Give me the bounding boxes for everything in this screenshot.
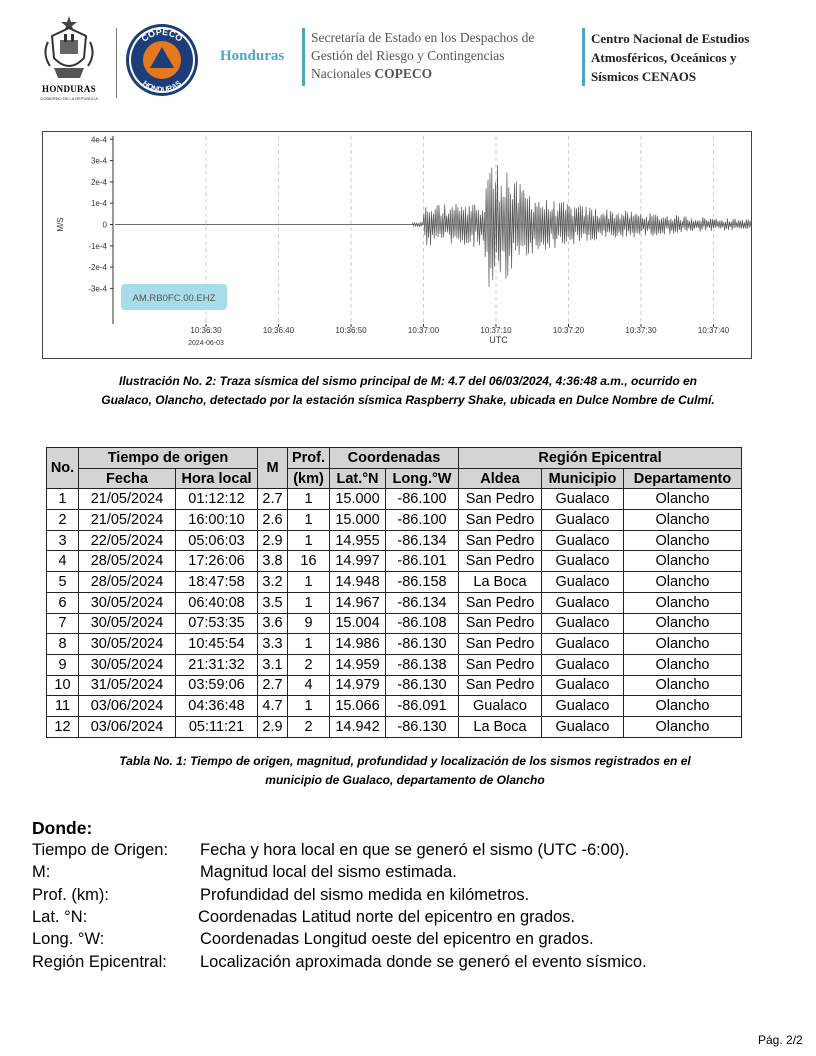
cell-long: -86.134 — [386, 530, 459, 551]
cell-magnitude: 2.7 — [258, 675, 288, 696]
x-tick-label: 10:37:10 — [480, 326, 512, 335]
cenaos-name — [591, 29, 801, 86]
cell-departamento: Olancho — [624, 654, 742, 675]
table-row — [47, 716, 742, 737]
cell-fecha: 21/05/2024 — [79, 489, 176, 510]
definition-description: Profundidad del sismo medida en kilómetros. — [200, 885, 530, 904]
definition-description: Coordenadas Longitud oeste del epicentro en grados. — [200, 930, 594, 949]
cell-prof: 1 — [288, 634, 330, 655]
header-departamento: Departamento — [624, 468, 742, 489]
cell-long: -86.130 — [386, 675, 459, 696]
cell-prof: 1 — [288, 572, 330, 593]
cell-lat: 14.967 — [330, 592, 386, 613]
honduras-coat-of-arms-logo — [34, 14, 104, 100]
cell-hora: 17:26:06 — [176, 551, 258, 572]
table-caption-line: Tabla No. 1: Tiempo de origen, magnitud, profundidad y localización de los sismos registrados en el — [119, 754, 691, 768]
header-divider — [582, 28, 585, 86]
table-row — [47, 634, 742, 655]
y-tick-label: -3e-4 — [88, 284, 107, 294]
copeco-logo-bottom-text: HONDURAS — [141, 78, 183, 95]
header-km: (km) — [288, 468, 330, 489]
table-row — [47, 675, 742, 696]
cell-long: -86.091 — [386, 696, 459, 717]
cell-magnitude: 2.6 — [258, 510, 288, 531]
cell-lat: 14.942 — [330, 716, 386, 737]
cell-hora: 06:40:08 — [176, 592, 258, 613]
cell-long: -86.130 — [386, 634, 459, 655]
cell-municipio: Gualaco — [542, 675, 624, 696]
brand-honduras: Honduras — [220, 48, 285, 64]
figure-caption-line: Ilustración No. 2: Traza sísmica del sismo principal de M: 4.7 del 06/03/2024, 4:36:48 a.m., ocurrido en — [118, 374, 697, 388]
cell-lat: 15.000 — [330, 510, 386, 531]
cell-prof: 1 — [288, 592, 330, 613]
cell-aldea: San Pedro — [459, 551, 542, 572]
cell-no: 6 — [47, 592, 79, 613]
cell-aldea: Gualaco — [459, 696, 542, 717]
cell-hora: 05:06:03 — [176, 530, 258, 551]
donde-title: Donde: — [32, 818, 93, 838]
cell-fecha: 21/05/2024 — [79, 510, 176, 531]
y-tick-label: 4e-4 — [90, 135, 107, 145]
cell-lat: 15.066 — [330, 696, 386, 717]
header-prof: Prof. — [288, 448, 330, 469]
definition-term: Prof. (km): — [32, 885, 109, 904]
table-row — [47, 551, 742, 572]
cell-long: -86.158 — [386, 572, 459, 593]
cell-long: -86.134 — [386, 592, 459, 613]
cenaos-line: Sísmicos CENAOS — [591, 69, 697, 84]
header-region-epicentral: Región Epicentral — [459, 448, 742, 469]
secretaria-line: Gestión del Riesgo y Contingencias — [311, 48, 505, 63]
cell-long: -86.108 — [386, 613, 459, 634]
cell-long: -86.130 — [386, 716, 459, 737]
cell-departamento: Olancho — [624, 613, 742, 634]
cell-fecha: 30/05/2024 — [79, 654, 176, 675]
table-row — [47, 572, 742, 593]
x-tick-label: 10:37:20 — [552, 326, 585, 335]
cell-hora: 01:12:12 — [176, 489, 258, 510]
copeco-logo — [124, 22, 200, 98]
x-axis-label: UTC — [489, 335, 508, 345]
definition-term: Long. °W: — [32, 930, 105, 949]
cell-no: 7 — [47, 613, 79, 634]
cell-prof: 16 — [288, 551, 330, 572]
cell-hora: 07:53:35 — [176, 613, 258, 634]
cell-no: 2 — [47, 510, 79, 531]
copeco-logo-top-text: COPECO — [139, 26, 185, 44]
cell-magnitude: 2.9 — [258, 716, 288, 737]
table-caption-line: municipio de Gualaco, departamento de Olancho — [265, 773, 545, 787]
page-number: Pág. 2/2 — [758, 1033, 803, 1047]
cell-departamento: Olancho — [624, 572, 742, 593]
secretaria-copeco-text: COPECO — [374, 66, 433, 81]
page-header — [0, 0, 816, 110]
cell-fecha: 28/05/2024 — [79, 572, 176, 593]
cell-fecha: 28/05/2024 — [79, 551, 176, 572]
header-municipio: Municipio — [542, 468, 624, 489]
cell-municipio: Gualaco — [542, 634, 624, 655]
cell-fecha: 31/05/2024 — [79, 675, 176, 696]
cell-prof: 4 — [288, 675, 330, 696]
cell-aldea: La Boca — [459, 572, 542, 593]
secretaria-line3-text: Nacionales — [311, 66, 375, 81]
table-row — [47, 489, 742, 510]
x-tick-label: 10:36:30 — [190, 326, 222, 335]
cell-municipio: Gualaco — [542, 696, 624, 717]
cell-prof: 2 — [288, 654, 330, 675]
cell-departamento: Olancho — [624, 592, 742, 613]
cell-hora: 18:47:58 — [176, 572, 258, 593]
cell-departamento: Olancho — [624, 696, 742, 717]
header-hora-local: Hora local — [176, 468, 258, 489]
cell-magnitude: 3.8 — [258, 551, 288, 572]
cell-lat: 14.986 — [330, 634, 386, 655]
x-tick-label: 10:36:50 — [335, 326, 367, 335]
cell-lat: 15.004 — [330, 613, 386, 634]
cell-magnitude: 4.7 — [258, 696, 288, 717]
cell-lat: 14.959 — [330, 654, 386, 675]
seismic-trace-line — [115, 165, 751, 287]
cell-municipio: Gualaco — [542, 530, 624, 551]
table-row — [47, 654, 742, 675]
cell-hora: 04:36:48 — [176, 696, 258, 717]
cell-aldea: San Pedro — [459, 530, 542, 551]
definition-description: Localización aproximada donde se generó el evento sísmico. — [200, 952, 647, 971]
cell-long: -86.138 — [386, 654, 459, 675]
cell-departamento: Olancho — [624, 716, 742, 737]
table-row — [47, 530, 742, 551]
header-divider — [302, 28, 305, 86]
cell-municipio: Gualaco — [542, 572, 624, 593]
cell-municipio: Gualaco — [542, 716, 624, 737]
definition-description: Coordenadas Latitud norte del epicentro en grados. — [198, 907, 576, 926]
station-label: AM.RB0FC.00.EHZ — [132, 293, 216, 304]
header-no: No. — [47, 448, 79, 489]
coat-of-arms-icon — [34, 14, 104, 84]
cell-municipio: Gualaco — [542, 654, 624, 675]
cell-municipio: Gualaco — [542, 592, 624, 613]
header-lat: Lat.°N — [330, 468, 386, 489]
header-long: Long.°W — [386, 468, 459, 489]
table-row — [47, 696, 742, 717]
cell-magnitude: 3.1 — [258, 654, 288, 675]
definition-description: Magnitud local del sismo estimada. — [200, 863, 457, 882]
cell-departamento: Olancho — [624, 489, 742, 510]
table-caption — [60, 752, 750, 790]
figure-caption — [40, 372, 776, 410]
cell-aldea: San Pedro — [459, 613, 542, 634]
cell-hora: 10:45:54 — [176, 634, 258, 655]
x-tick-label: 10:36:40 — [262, 326, 295, 335]
cell-prof: 9 — [288, 613, 330, 634]
y-tick-label: 0 — [102, 220, 107, 230]
cell-no: 12 — [47, 716, 79, 737]
cell-municipio: Gualaco — [542, 551, 624, 572]
x-date-label: 2024-06-03 — [188, 340, 224, 347]
cell-magnitude: 3.6 — [258, 613, 288, 634]
cell-hora: 03:59:06 — [176, 675, 258, 696]
cell-no: 9 — [47, 654, 79, 675]
seismogram-chart — [42, 131, 752, 359]
cell-fecha: 03/06/2024 — [79, 696, 176, 717]
cell-prof: 1 — [288, 510, 330, 531]
earthquake-table-body — [47, 489, 742, 737]
cell-magnitude: 2.9 — [258, 530, 288, 551]
cell-fecha: 30/05/2024 — [79, 634, 176, 655]
definition-term: M: — [32, 863, 51, 882]
cell-aldea: La Boca — [459, 716, 542, 737]
cell-aldea: San Pedro — [459, 510, 542, 531]
cell-departamento: Olancho — [624, 634, 742, 655]
header-tiempo-origen: Tiempo de origen — [79, 448, 258, 469]
cell-no: 10 — [47, 675, 79, 696]
cell-fecha: 03/06/2024 — [79, 716, 176, 737]
definition-term: Tiempo de Origen: — [32, 841, 169, 859]
header-fecha: Fecha — [79, 468, 176, 489]
definition-term: Lat. °N: — [32, 907, 88, 926]
cell-aldea: San Pedro — [459, 654, 542, 675]
table-row — [47, 592, 742, 613]
cell-magnitude: 3.2 — [258, 572, 288, 593]
y-axis-label: M/S — [56, 217, 65, 232]
honduras-logo-subtext: GOBIERNO DE LA REPÚBLICA — [40, 96, 98, 101]
earthquake-table — [46, 447, 742, 738]
cell-departamento: Olancho — [624, 675, 742, 696]
cell-aldea: San Pedro — [459, 489, 542, 510]
cell-lat: 14.948 — [330, 572, 386, 593]
cell-no: 8 — [47, 634, 79, 655]
cell-no: 11 — [47, 696, 79, 717]
cenaos-line: Centro Nacional de Estudios — [591, 31, 750, 46]
y-tick-label: 3e-4 — [90, 156, 107, 166]
header-divider — [116, 28, 117, 98]
y-tick-label: 1e-4 — [90, 199, 107, 209]
cell-prof: 2 — [288, 716, 330, 737]
y-tick-label: -1e-4 — [88, 241, 107, 251]
cell-long: -86.101 — [386, 551, 459, 572]
cell-magnitude: 3.3 — [258, 634, 288, 655]
cell-lat: 14.997 — [330, 551, 386, 572]
cell-prof: 1 — [288, 530, 330, 551]
definition-term: Región Epicentral: — [32, 952, 167, 971]
cell-aldea: San Pedro — [459, 675, 542, 696]
cell-departamento: Olancho — [624, 551, 742, 572]
cell-no: 3 — [47, 530, 79, 551]
honduras-logo-text: HONDURAS — [42, 84, 96, 94]
seismogram-svg — [43, 132, 751, 358]
header-aldea: Aldea — [459, 468, 542, 489]
cenaos-line: Atmosféricos, Oceánicos y — [591, 50, 737, 65]
cell-fecha: 30/05/2024 — [79, 592, 176, 613]
cell-fecha: 30/05/2024 — [79, 613, 176, 634]
cell-hora: 16:00:10 — [176, 510, 258, 531]
cell-municipio: Gualaco — [542, 510, 624, 531]
table-row — [47, 613, 742, 634]
cell-municipio: Gualaco — [542, 489, 624, 510]
table-row — [47, 510, 742, 531]
cell-departamento: Olancho — [624, 510, 742, 531]
cell-magnitude: 2.7 — [258, 489, 288, 510]
x-tick-label: 10:37:40 — [697, 326, 730, 335]
cell-lat: 14.955 — [330, 530, 386, 551]
header-coordenadas: Coordenadas — [330, 448, 459, 469]
copeco-emblem-icon — [124, 22, 200, 98]
cell-lat: 14.979 — [330, 675, 386, 696]
cell-hora: 21:31:32 — [176, 654, 258, 675]
x-tick-label: 10:37:30 — [625, 326, 657, 335]
cell-fecha: 22/05/2024 — [79, 530, 176, 551]
secretaria-name — [311, 29, 576, 83]
figure-caption-line: Gualaco, Olancho, detectado por la estación sísmica Raspberry Shake, ubicada en Dulce Nombre de Culmí. — [101, 393, 715, 407]
cell-magnitude: 3.5 — [258, 592, 288, 613]
y-tick-label: 2e-4 — [90, 177, 107, 187]
cell-aldea: San Pedro — [459, 634, 542, 655]
cell-municipio: Gualaco — [542, 613, 624, 634]
cell-aldea: San Pedro — [459, 592, 542, 613]
cell-no: 1 — [47, 489, 79, 510]
secretaria-line: Secretaría de Estado en los Despachos de — [311, 30, 535, 45]
y-tick-label: -2e-4 — [88, 263, 107, 273]
cell-hora: 05:11:21 — [176, 716, 258, 737]
cell-prof: 1 — [288, 489, 330, 510]
cell-long: -86.100 — [386, 510, 459, 531]
definition-description: Fecha y hora local en que se generó el sismo (UTC -6:00). — [200, 841, 630, 859]
cell-no: 4 — [47, 551, 79, 572]
cell-prof: 1 — [288, 696, 330, 717]
x-tick-label: 10:37:00 — [407, 326, 440, 335]
cell-no: 5 — [47, 572, 79, 593]
cell-departamento: Olancho — [624, 530, 742, 551]
header-magnitude: M — [258, 448, 288, 489]
secretaria-line — [311, 65, 576, 83]
cell-long: -86.100 — [386, 489, 459, 510]
cell-lat: 15.000 — [330, 489, 386, 510]
